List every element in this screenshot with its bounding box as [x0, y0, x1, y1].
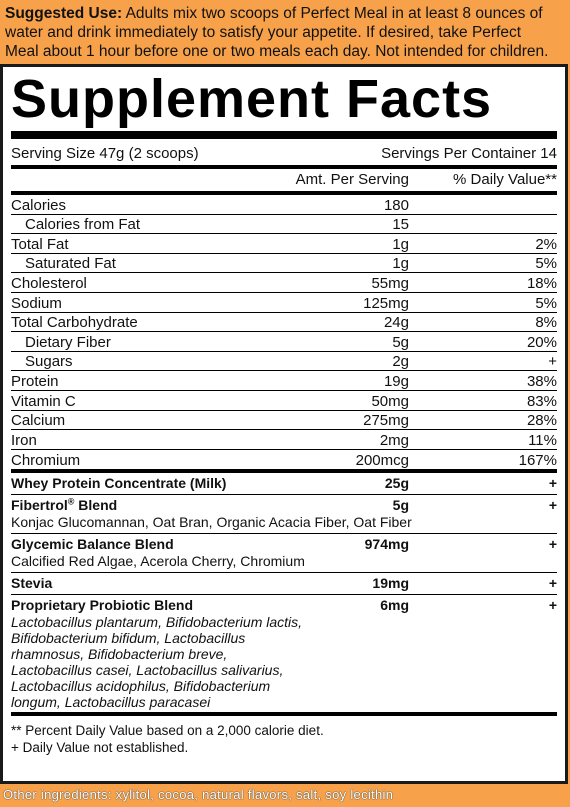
nutrient-row: [11, 293, 557, 313]
nutrient-amount: 19g: [383, 372, 409, 390]
nutrient-row: [11, 195, 557, 215]
nutrient-name: Total Carbohydrate: [11, 314, 138, 332]
blend-dv: +: [548, 575, 557, 592]
blend-description: Konjac Glucomannan, Oat Bran, Organic Acacia Fiber, Oat Fiber: [11, 514, 412, 531]
blend-amount: 5g: [392, 497, 409, 514]
blend-row: [11, 595, 557, 716]
nutrient-row: [11, 313, 557, 333]
serving-size: Serving Size 47g (2 scoops): [11, 145, 199, 162]
nutrient-row: [11, 430, 557, 450]
nutrient-row: [11, 234, 557, 254]
nutrient-name: Dietary Fiber: [25, 333, 111, 351]
nutrient-amount: 125mg: [363, 294, 409, 312]
nutrient-amount: 200mcg: [355, 452, 409, 470]
nutrient-row: [11, 450, 557, 470]
nutrient-name: Saturated Fat: [25, 255, 116, 273]
nutrient-list: [11, 195, 557, 469]
nutrient-name: Sodium: [11, 294, 62, 312]
nutrient-name: Chromium: [11, 452, 81, 470]
footnote-plus: + Daily Value not established.: [11, 740, 189, 756]
nutrient-name: Vitamin C: [11, 392, 76, 410]
blend-row: [11, 473, 557, 495]
nutrient-row: [11, 273, 557, 293]
other-ingredients: Other ingredients: xylitol, cocoa, natural flavors, salt, soy lecithin: [3, 787, 394, 802]
blend-amount: 974mg: [364, 536, 409, 553]
nutrient-amount: 1g: [392, 235, 409, 253]
blend-description: Lactobacillus plantarum, Bifidobacterium lactis, Bifidobacterium bifidum, Lactobacillus rhamnosus, Bifidobacterium breve, Lactobacillus casei, Lactobacillus salivarius, Lactobacillus acidophilus, Bifidobacterium longum, Lactobacillus paracasei: [11, 614, 303, 711]
nutrient-dv: 28%: [526, 412, 557, 430]
footnote-dv: ** Percent Daily Value based on a 2,000 calorie diet.: [11, 723, 324, 739]
supplement-facts-panel: [0, 64, 568, 784]
nutrient-dv: 8%: [535, 314, 557, 332]
nutrient-dv: 5%: [535, 255, 557, 273]
blend-name-suffix: Blend: [74, 497, 118, 514]
nutrient-amount: 1g: [392, 255, 409, 273]
nutrient-dv: 11%: [528, 431, 557, 449]
nutrient-name: Iron: [11, 431, 37, 449]
servings-per-container: Servings Per Container 14: [381, 145, 557, 162]
col-amount-header: Amt. Per Serving: [295, 171, 409, 188]
blend-name: Proprietary Probiotic Blend: [11, 597, 194, 614]
nutrient-row: [11, 352, 557, 372]
nutrient-amount: 5g: [392, 333, 409, 351]
blend-row: [11, 573, 557, 595]
rule-thick: [11, 131, 557, 139]
nutrient-name: Protein: [11, 372, 59, 390]
nutrient-amount: 50mg: [371, 392, 409, 410]
blend-name: Stevia: [11, 575, 53, 592]
nutrient-dv: 38%: [526, 372, 557, 390]
nutrient-amount: 2g: [392, 353, 409, 371]
blend-description: Calcified Red Algae, Acerola Cherry, Chromium: [11, 553, 305, 570]
nutrient-name: Calcium: [11, 412, 66, 430]
blend-dv: +: [548, 475, 557, 492]
nutrient-name: Total Fat: [11, 235, 69, 253]
nutrient-amount: 55mg: [371, 274, 409, 292]
serving-info: [11, 143, 557, 165]
nutrient-name: Calories from Fat: [25, 216, 141, 234]
nutrient-row: [11, 371, 557, 391]
nutrient-dv: 83%: [526, 392, 557, 410]
col-dv-header: % Daily Value**: [453, 171, 557, 188]
blend-name: Whey Protein Concentrate (Milk): [11, 475, 227, 492]
suggested-use-label: Suggested Use:: [5, 5, 123, 22]
blend-row: [11, 534, 557, 573]
footnotes: [11, 716, 557, 756]
blend-amount: 6mg: [380, 597, 409, 614]
nutrient-amount: 24g: [383, 314, 409, 332]
nutrient-amount: 15: [392, 216, 409, 234]
nutrient-amount: 2mg: [379, 431, 409, 449]
column-header: [11, 169, 557, 191]
nutrient-dv: 5%: [535, 294, 557, 312]
blend-amount: 19mg: [372, 575, 409, 592]
registered-mark: ®: [67, 496, 75, 507]
nutrient-amount: 275mg: [363, 412, 409, 430]
nutrient-row: [11, 215, 557, 235]
nutrient-name: Sugars: [25, 353, 73, 371]
panel-title: Supplement Facts: [11, 69, 493, 129]
blend-dv: +: [548, 597, 557, 614]
nutrient-amount: 180: [383, 196, 409, 214]
nutrient-row: [11, 391, 557, 411]
suggested-use-text: Adults mix two scoops of Perfect Meal in at least 8 ounces of water and drink immediately to satisfy your appetite. If desired, take Perfect Meal about 1 hour before one or two meals each day. Not intended for children.: [5, 5, 549, 60]
nutrient-name: Calories: [11, 196, 67, 214]
nutrient-dv: 2%: [535, 235, 557, 253]
nutrient-dv: 167%: [518, 452, 557, 470]
blend-row: [11, 495, 557, 534]
blend-dv: +: [548, 497, 557, 514]
nutrient-dv: 20%: [526, 333, 557, 351]
blend-name: Fibertrol: [11, 497, 68, 514]
nutrient-dv: +: [548, 353, 557, 371]
blend-name: Glycemic Balance Blend: [11, 536, 174, 553]
nutrient-name: Cholesterol: [11, 274, 87, 292]
nutrient-row: [11, 332, 557, 352]
blend-amount: 25g: [384, 475, 409, 492]
suggested-use: [0, 0, 560, 62]
nutrient-row: [11, 254, 557, 274]
nutrient-dv: 18%: [526, 274, 557, 292]
nutrient-row: [11, 411, 557, 431]
blend-dv: +: [548, 536, 557, 553]
